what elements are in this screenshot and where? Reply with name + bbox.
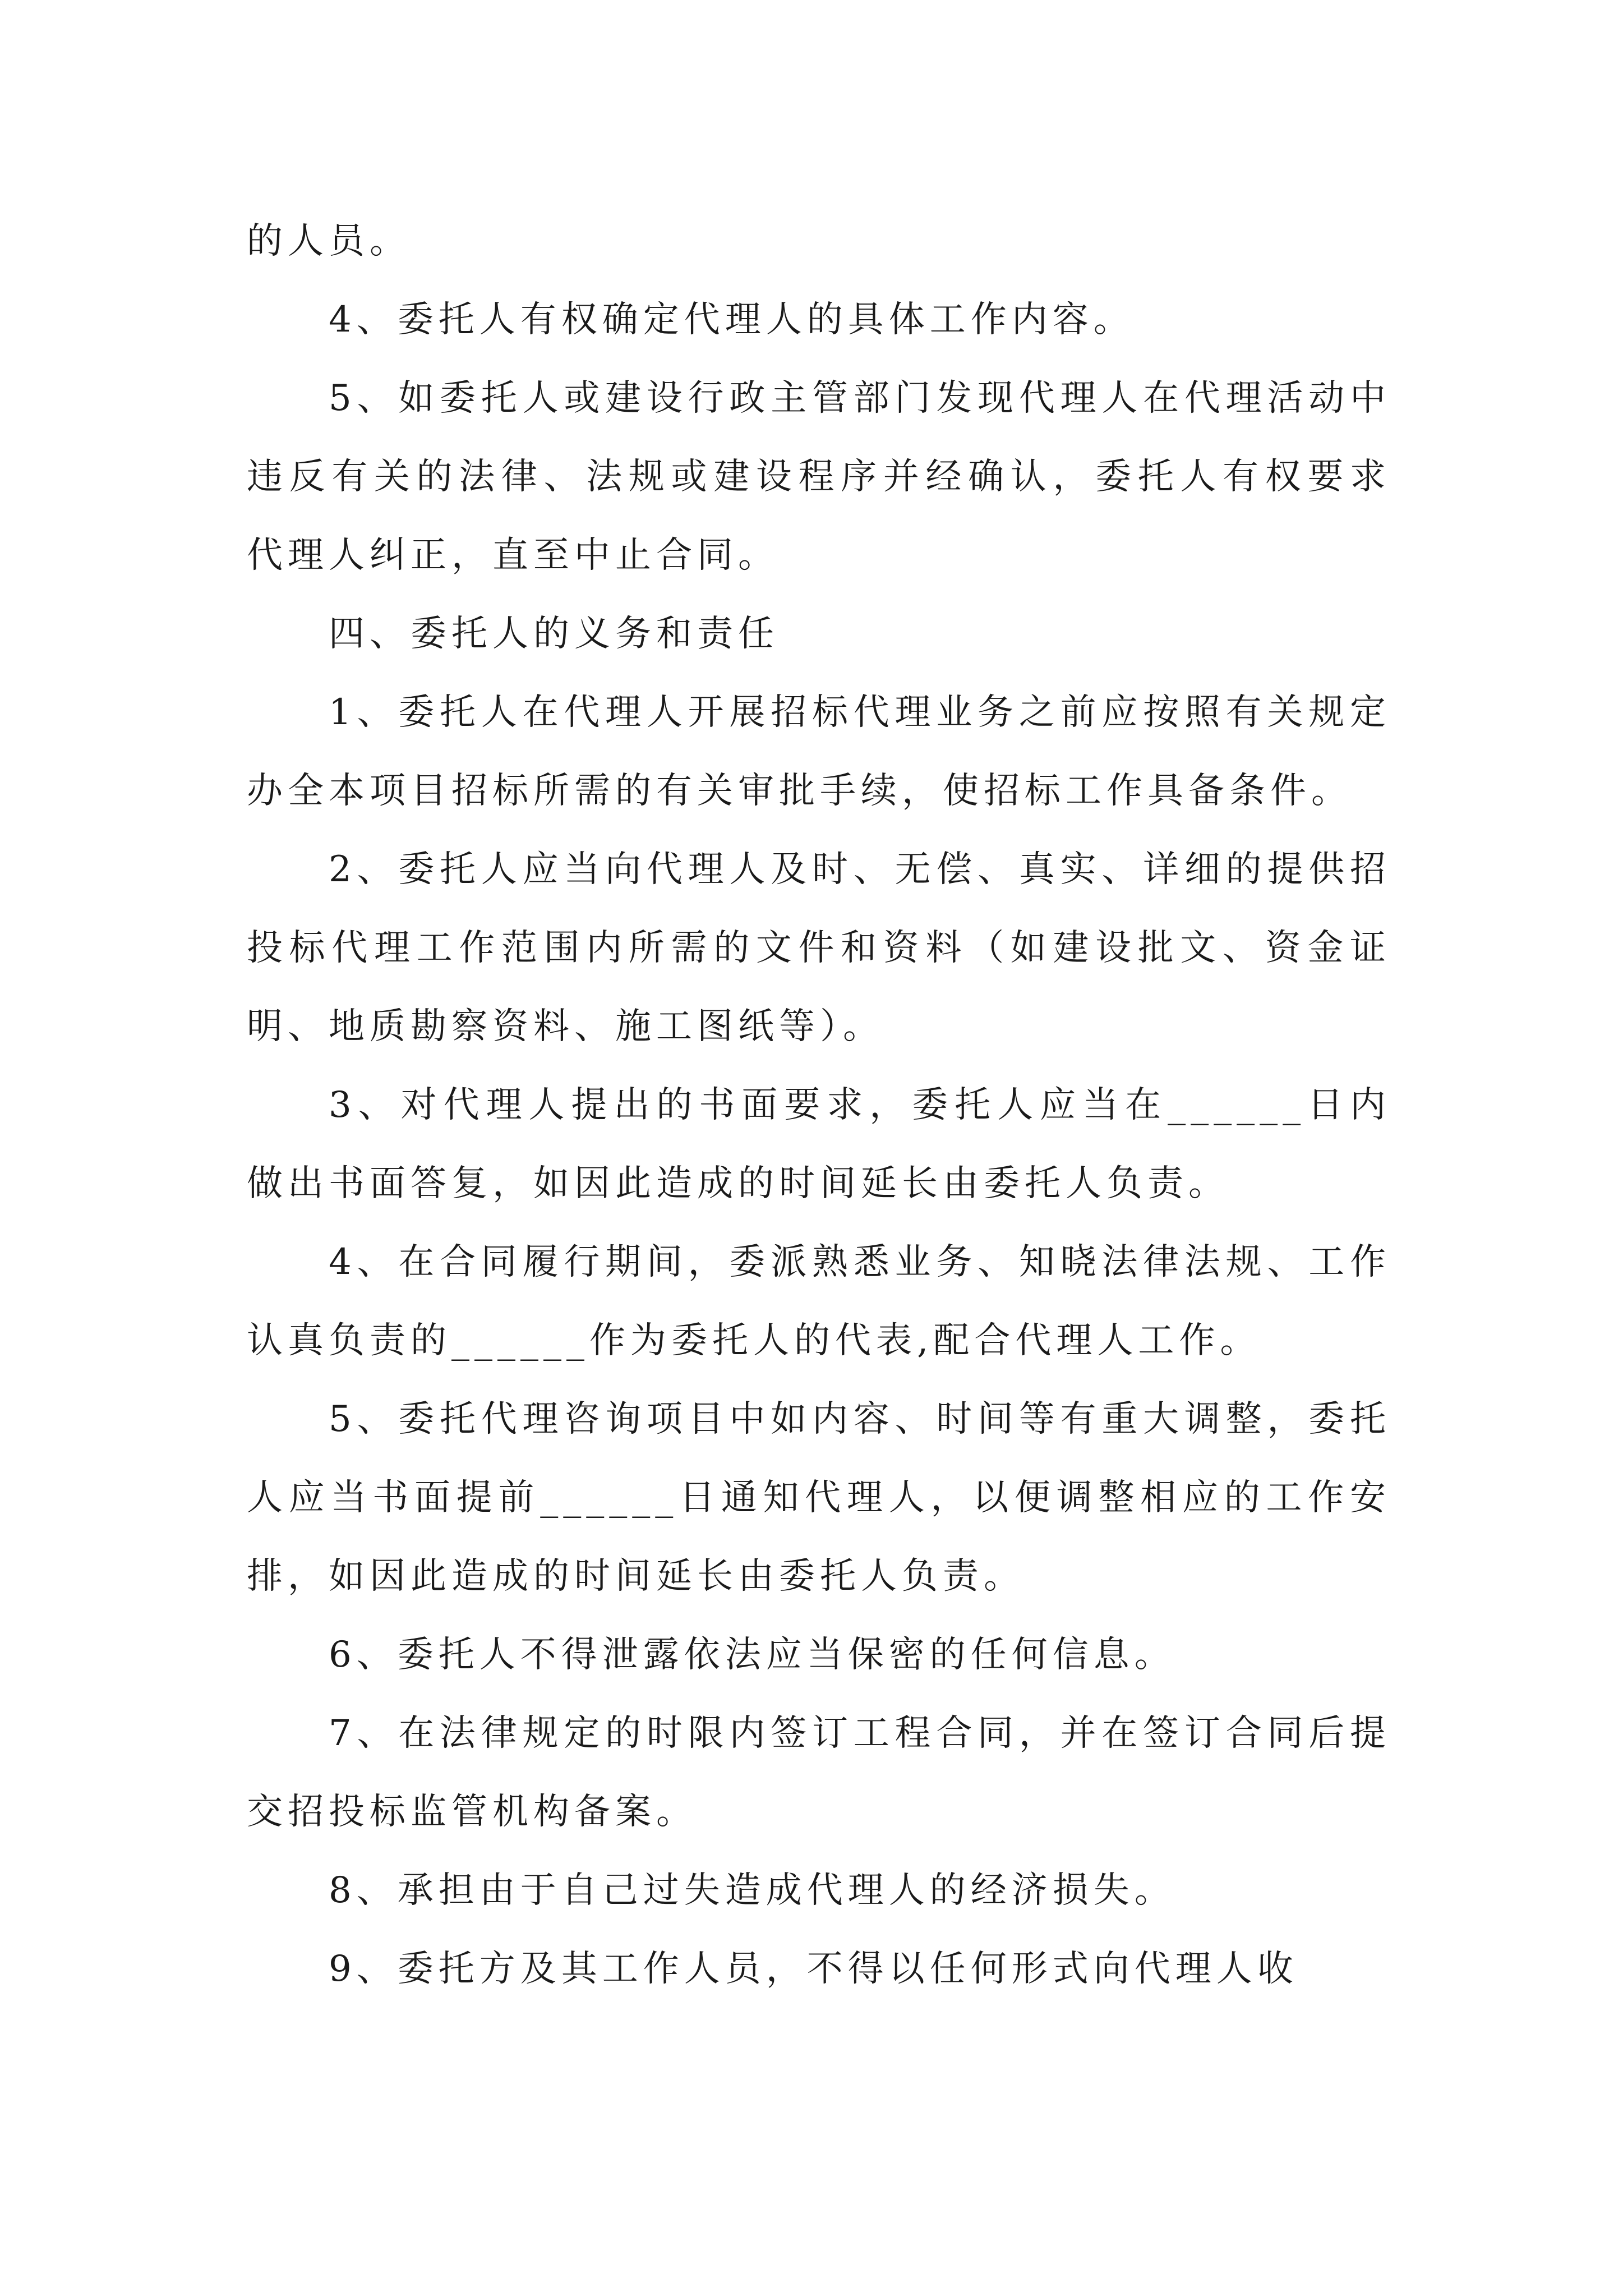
paragraph-6: 2、委托人应当向代理人及时、无偿、真实、详细的提供招投标代理工作范围内所需的文件和资料（如建设批文、资金证明、地质勘察资料、施工图纸等）。: [247, 849, 1391, 1047]
paragraph-13: 9、委托方及其工作人员，不得以任何形式向代理人收: [329, 1948, 1298, 1990]
paragraph-8: 4、在合同履行期间，委派熟悉业务、知晓法律法规、工作认真负责的______作为委托人的代表,配合代理人工作。: [247, 1241, 1391, 1361]
paragraph-9: 5、委托代理咨询项目中如内容、时间等有重大调整，委托人应当书面提前______日通知代理人，以便调整相应的工作安排，如因此造成的时间延长由委托人负责。: [247, 1398, 1391, 1597]
paragraph-2: 4、委托人有权确定代理人的具体工作内容。: [329, 299, 1135, 341]
paragraph-7: 3、对代理人提出的书面要求，委托人应当在______日内做出书面答复，如因此造成的时间延长由委托人负责。: [247, 1084, 1391, 1204]
paragraph-5: 1、委托人在代理人开展招标代理业务之前应按照有关规定办全本项目招标所需的有关审批手续，使招标工作具备条件。: [247, 692, 1391, 812]
section-heading: 四、委托人的义务和责任: [329, 613, 779, 655]
paragraph-3: 5、如委托人或建设行政主管部门发现代理人在代理活动中违反有关的法律、法规或建设程序并经确认，委托人有权要求代理人纠正，直至中止合同。: [247, 378, 1391, 576]
paragraph-12: 8、承担由于自己过失造成代理人的经济损失。: [329, 1870, 1175, 1911]
paragraph-11: 7、在法律规定的时限内签订工程合同，并在签订合同后提交招投标监管机构备案。: [247, 1713, 1391, 1833]
document-body: [247, 202, 1391, 2008]
paragraph-1: 的人员。: [247, 220, 411, 262]
paragraph-10: 6、委托人不得泄露依法应当保密的任何信息。: [329, 1634, 1175, 1676]
